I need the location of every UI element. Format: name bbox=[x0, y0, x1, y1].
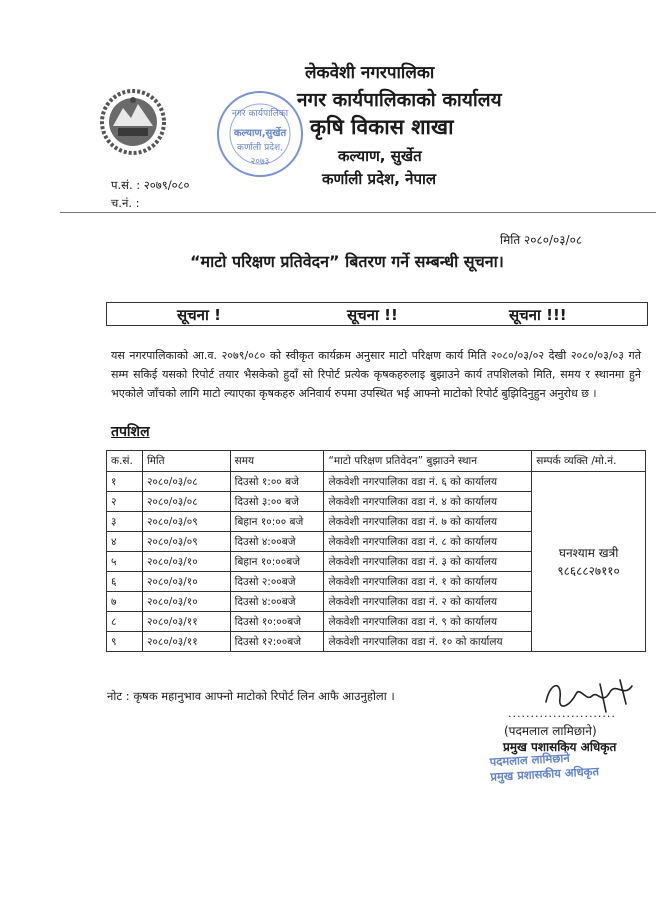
notice-label-3: सूचना !!! bbox=[509, 306, 567, 324]
officer-stamp bbox=[489, 749, 599, 785]
header-branch-name: कृषि विकास शाखा bbox=[310, 115, 454, 139]
cell-place: लेकवेशी नगरपालिका वडा नं. १ को कार्यालय bbox=[324, 572, 532, 592]
cell-date: २०८०/०३/०८ bbox=[142, 492, 230, 512]
notice-paragraph: यस नगरपालिकाको आ.व. २०७९/०८० को स्वीकृत कार्यक्रम अनुसार माटो परिक्षण कार्य मिति २०८०/०३/०२ देखी २०८०/०३/०३ गते सम्म सकिई यसको रिपोर्ट तयार भैसकेको हुदाँ सो रिपोर्ट प्रत्येक कृषकहरुलाइ बुझाउने कार्य तपशिलको मिति, समय र स्थानमा हुने भएकोले जाँचको लागि माटो ल्याएका कृषकहरु अनिवार्य रुपमा उपस्थित भई आफ्नो माटोको रिपोर्ट बुझिदिनुहुन अनुरोध छ । bbox=[111, 349, 641, 400]
cell-time: दिउसो १२:००बजे bbox=[230, 632, 324, 652]
signatory-title: प्रमुख पशासकिय अधिकृत bbox=[503, 740, 617, 754]
col-header-time: समय bbox=[230, 451, 324, 472]
notice-banner bbox=[106, 302, 648, 326]
contact-cell bbox=[532, 472, 646, 652]
header-province: कर्णाली प्रदेश, नेपाल bbox=[322, 170, 437, 188]
cell-time: बिहान १०:००बजे bbox=[230, 552, 324, 572]
officer-stamp-name: पदमलाल लामिछाने bbox=[489, 750, 571, 769]
cell-time: दिउसो १:०० बजे bbox=[230, 472, 324, 492]
header-office-name: नगर कार्यपालिकाको कार्यालय bbox=[297, 89, 502, 111]
notice-label-2: सूचना !! bbox=[347, 306, 398, 324]
cell-time: दिउसो ३:०० बजे bbox=[230, 492, 324, 512]
cell-date: २०८०/०३/१० bbox=[142, 592, 230, 612]
cell-date: २०८०/०३/११ bbox=[142, 632, 230, 652]
schedule-caption: तपशिल bbox=[111, 424, 150, 440]
cell-time: बिहान १०:०० बजे bbox=[230, 512, 324, 532]
table-header-row bbox=[107, 451, 646, 472]
office-stamp bbox=[214, 88, 306, 184]
cell-place: लेकवेशी नगरपालिका वडा नं. ३ को कार्यालय bbox=[324, 552, 532, 572]
schedule-table bbox=[106, 450, 646, 652]
notice-label-1: सूचना ! bbox=[177, 306, 221, 324]
cell-place: लेकवेशी नगरपालिका वडा नं. ७ को कार्यालय bbox=[324, 512, 532, 532]
contact-phone: ९८६८८२७११० bbox=[557, 563, 620, 578]
office-stamp-line-1: नगर कार्यपालिका bbox=[231, 109, 289, 119]
cell-date: २०८०/०३/१० bbox=[142, 552, 230, 572]
cell-time: दिउसो ४:००बजे bbox=[230, 532, 324, 552]
cell-serial: ६ bbox=[107, 572, 143, 592]
cell-place: लेकवेशी नगरपालिका वडा नं. ४ को कार्यालय bbox=[324, 492, 532, 512]
subject-line: “माटो परिक्षण प्रतिवेदन” बितरण गर्ने सम्बन्धी सूचना। bbox=[190, 252, 504, 271]
table-row bbox=[107, 472, 646, 492]
col-header-place: “माटो परिक्षण प्रतिवेदन” बुझाउने स्थान bbox=[324, 451, 532, 472]
dispatch-number: च.नं. : bbox=[111, 196, 140, 210]
cell-place: लेकवेशी नगरपालिका वडा नं. २ को कार्यालय bbox=[324, 592, 532, 612]
cell-place: लेकवेशी नगरपालिका वडा नं. ८ को कार्यालय bbox=[324, 532, 532, 552]
header-location: कल्याण, सुर्खेत bbox=[338, 147, 422, 165]
signature-line: ........................ bbox=[508, 707, 616, 720]
col-header-date: मिति bbox=[142, 451, 230, 472]
cell-time: दिउसो १०:००बजे bbox=[230, 612, 324, 632]
office-stamp-line-2: कल्याण,सुर्खेत bbox=[233, 128, 287, 139]
cell-date: २०८०/०३/०९ bbox=[142, 532, 230, 552]
footer-note: नोट : कृषक महानुभाव आफ्नो माटोको रिपोर्ट लिन आफै आउनुहोला । bbox=[107, 689, 395, 703]
cell-date: २०८०/०३/११ bbox=[142, 612, 230, 632]
cell-serial: २ bbox=[107, 492, 143, 512]
cell-serial: ८ bbox=[107, 612, 143, 632]
col-header-contact: सम्पर्क व्यक्ति /मो.नं. bbox=[532, 451, 646, 472]
office-stamp-line-4: २०७३ bbox=[250, 157, 270, 167]
cell-time: दिउसो ४:००बजे bbox=[230, 592, 324, 612]
cell-place: लेकवेशी नगरपालिका वडा नं. ६ को कार्यालय bbox=[324, 472, 532, 492]
document-date: मिति २०८०/०३/०८ bbox=[500, 233, 583, 247]
office-stamp-line-3: कर्णाली प्रदेश, bbox=[237, 143, 283, 153]
cell-serial: १ bbox=[107, 472, 143, 492]
cell-serial: ७ bbox=[107, 592, 143, 612]
cell-serial: ५ bbox=[107, 552, 143, 572]
col-header-serial: क.सं. bbox=[107, 451, 143, 472]
municipality-emblem bbox=[98, 86, 168, 162]
reference-number: प.सं. : २०७९/०८० bbox=[111, 178, 190, 192]
cell-place: लेकवेशी नगरपालिका वडा नं. १० को कार्यालय bbox=[324, 632, 532, 652]
cell-date: २०८०/०३/०८ bbox=[142, 472, 230, 492]
cell-serial: ९ bbox=[107, 632, 143, 652]
signatory-name: (पदमलाल लामिछाने) bbox=[504, 724, 597, 738]
cell-date: २०८०/०३/१० bbox=[142, 572, 230, 592]
officer-stamp-title: प्रमुख प्रशासकीय अधिकृत bbox=[490, 764, 600, 784]
cell-time: दिउसो २:००बजे bbox=[230, 572, 324, 592]
cell-serial: ४ bbox=[107, 532, 143, 552]
header-municipality-name: लेकवेशी नगरपालिका bbox=[305, 63, 435, 83]
header-divider bbox=[60, 212, 656, 213]
contact-name: घनश्याम खत्री bbox=[558, 545, 619, 560]
cell-serial: ३ bbox=[107, 512, 143, 532]
cell-place: लेकवेशी नगरपालिका वडा नं. ९ को कार्यालय bbox=[324, 612, 532, 632]
cell-date: २०८०/०३/०९ bbox=[142, 512, 230, 532]
